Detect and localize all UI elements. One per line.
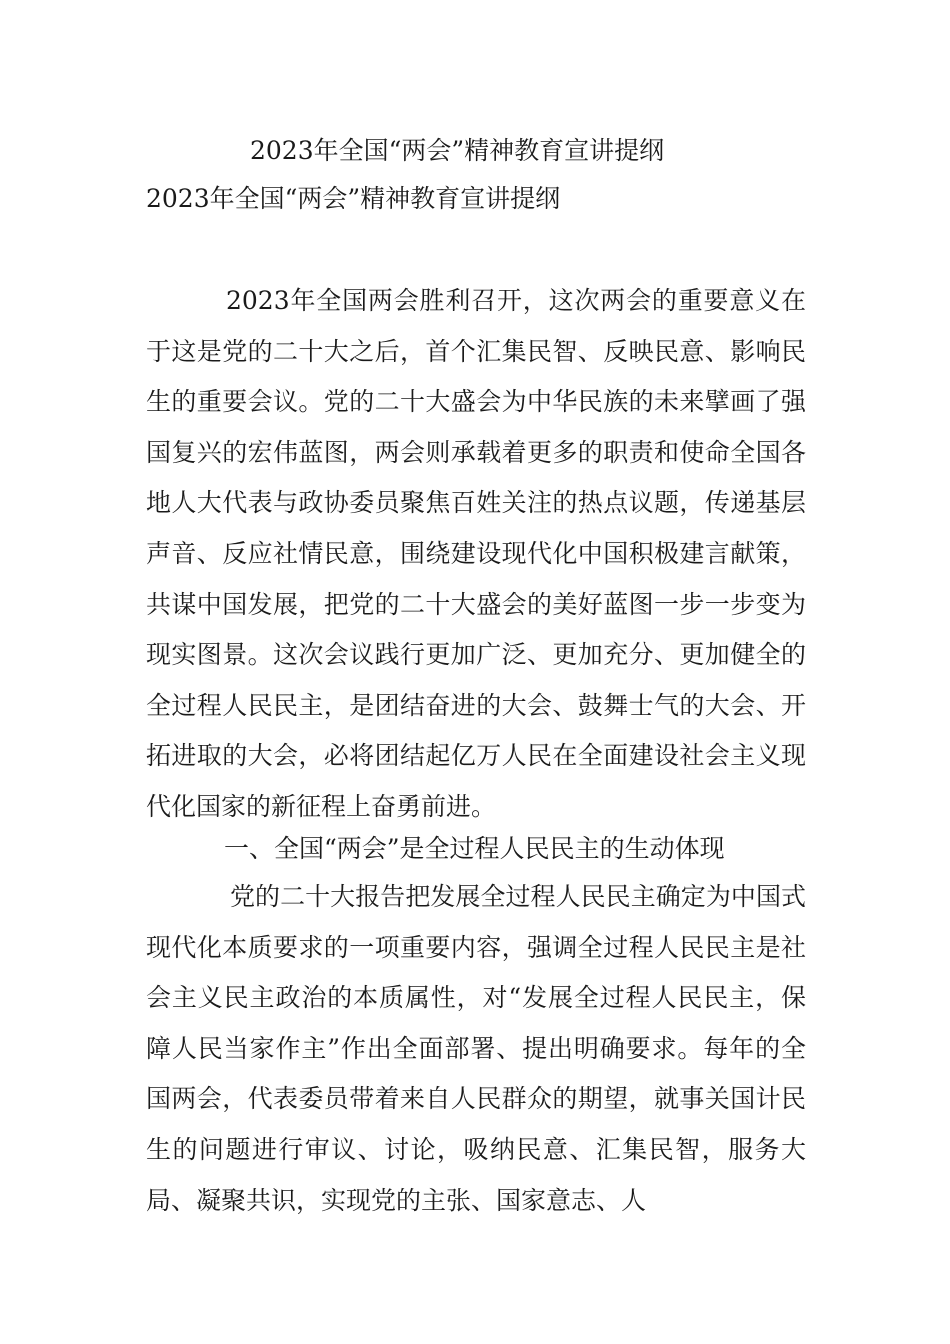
document-title: 2023年全国“两会”精神教育宣讲提纲 [250, 136, 665, 165]
section-heading-1: 一、全国“两会”是全过程人民民主的生动体现 [224, 834, 725, 863]
intro-paragraph: 2023年全国两会胜利召开，这次两会的重要意义在于这是党的二十大之后，首个汇集民智、反映民意、影响民生的重要会议。党的二十大盛会为中华民族的未来擘画了强国复兴的宏伟蓝图，两会则承载着更多的职责和使命全国各地人大代表与政协委员聚焦百姓关注的热点议题，传递基层声音、反应社情民意，围绕建设现代化中国积极建言献策，共谋中国发展，把党的二十大盛会的美好蓝图一步一步变为现实图景。这次会议践行更加广泛、更加充分、更加健全的全过程人民民主，是团结奋进的大会、鼓舞士气的大会、开拓进取的大会，必将团结起亿万人民在全面建设社会主义现代化国家的新征程上奋勇前进。 [146, 286, 806, 821]
section-1-paragraph: 党的二十大报告把发展全过程人民民主确定为中国式现代化本质要求的一项重要内容，强调全过程人民民主是社会主义民主政治的本质属性，对“发展全过程人民民主，保障人民当家作主”作出全面部署、提出明确要求。每年的全国两会，代表委员带着来自人民群众的期望，就事关国计民生的问题进行审议、讨论，吸纳民意、汇集民智，服务大局、凝聚共识，实现党的主张、国家意志、人 [146, 882, 806, 1215]
document-subtitle: 2023年全国“两会”精神教育宣讲提纲 [146, 184, 561, 213]
